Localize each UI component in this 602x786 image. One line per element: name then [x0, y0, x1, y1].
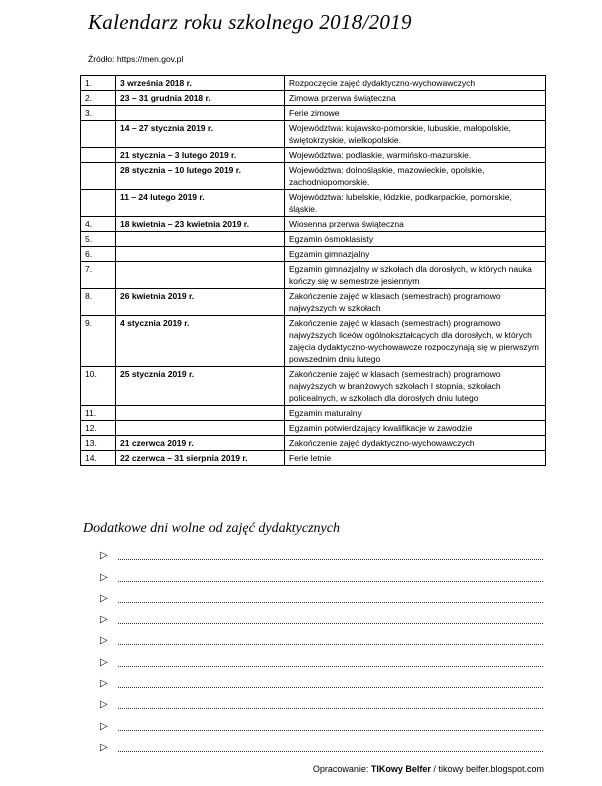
footer-credit	[313, 764, 544, 774]
row-number: 8.	[81, 289, 116, 316]
row-number: 11.	[81, 406, 116, 421]
dotted-fill-line	[118, 743, 543, 752]
dotted-fill-line	[118, 679, 543, 688]
section-subtitle: Dodatkowe dni wolne od zajęć dydaktycznych	[83, 521, 340, 536]
row-number: 4.	[81, 217, 116, 232]
table-row	[81, 451, 546, 466]
row-date: 21 stycznia – 3 lutego 2019 r.	[116, 148, 285, 163]
row-description: Województwa: podlaskie, warmińsko-mazurskie.	[285, 148, 546, 163]
table-row	[81, 163, 546, 190]
bullet-line	[100, 647, 543, 668]
row-number	[81, 190, 116, 217]
footer-sep: /	[430, 764, 439, 774]
table-row	[81, 76, 546, 91]
triangle-bullet-icon: ▷	[100, 635, 108, 647]
table-row	[81, 121, 546, 148]
row-date: 25 stycznia 2019 r.	[116, 367, 285, 406]
bullet-line	[100, 669, 543, 690]
row-number: 10.	[81, 367, 116, 406]
row-date: 18 kwietnia – 23 kwietnia 2019 r.	[116, 217, 285, 232]
page-title: Kalendarz roku szkolnego 2018/2019	[88, 10, 412, 34]
table-row	[81, 367, 546, 406]
row-number: 9.	[81, 316, 116, 367]
table-row	[81, 406, 546, 421]
dotted-fill-line	[118, 594, 543, 603]
triangle-bullet-icon: ▷	[100, 741, 108, 753]
row-description: Województwa: dolnośląskie, mazowieckie, opolskie, zachodniopomorskie.	[285, 163, 546, 190]
table-row	[81, 232, 546, 247]
row-date: 3 września 2018 r.	[116, 76, 285, 91]
row-description: Zimowa przerwa świąteczna	[285, 91, 546, 106]
triangle-bullet-icon: ▷	[100, 720, 108, 732]
table-row	[81, 421, 546, 436]
row-number: 2.	[81, 91, 116, 106]
row-description: Egzamin ósmoklasisty	[285, 232, 546, 247]
row-description: Wiosenna przerwa świąteczna	[285, 217, 546, 232]
table-row	[81, 91, 546, 106]
row-number: 12.	[81, 421, 116, 436]
row-number	[81, 121, 116, 148]
row-number: 3.	[81, 106, 116, 121]
row-description: Województwa: kujawsko-pomorskie, lubuskie, małopolskie, świętokrzyskie, wielkopolskie.	[285, 121, 546, 148]
bullet-line	[100, 626, 543, 647]
row-description: Egzamin gimnazjalny w szkołach dla dorosłych, w których nauka kończy się w semestrze jesiennym	[285, 262, 546, 289]
table-row	[81, 217, 546, 232]
triangle-bullet-icon: ▷	[100, 656, 108, 668]
free-days-list	[100, 541, 543, 754]
triangle-bullet-icon: ▷	[100, 699, 108, 711]
bullet-line	[100, 733, 543, 754]
row-date	[116, 406, 285, 421]
dotted-fill-line	[118, 722, 543, 731]
dotted-fill-line	[118, 615, 543, 624]
table-row	[81, 148, 546, 163]
table-row	[81, 106, 546, 121]
dotted-fill-line	[118, 658, 543, 667]
row-number	[81, 163, 116, 190]
bullet-line	[100, 584, 543, 605]
row-number: 5.	[81, 232, 116, 247]
row-description: Ferie zimowe	[285, 106, 546, 121]
row-description: Rozpoczęcie zajęć dydaktyczno-wychowawczych	[285, 76, 546, 91]
row-description: Egzamin gimnazjalny	[285, 247, 546, 262]
triangle-bullet-icon: ▷	[100, 550, 108, 562]
row-number	[81, 148, 116, 163]
row-date: 23 – 31 grudnia 2018 r.	[116, 91, 285, 106]
row-date: 4 stycznia 2019 r.	[116, 316, 285, 367]
row-description: Zakończenie zajęć w klasach (semestrach) programowo najwyższych w szkołach	[285, 289, 546, 316]
row-date: 21 czerwca 2019 r.	[116, 436, 285, 451]
row-date: 11 – 24 lutego 2019 r.	[116, 190, 285, 217]
table-row	[81, 262, 546, 289]
calendar-table	[80, 75, 546, 466]
footer-prefix: Opracowanie:	[312, 764, 371, 774]
bullet-line	[100, 605, 543, 626]
dotted-fill-line	[118, 700, 543, 709]
row-number: 6.	[81, 247, 116, 262]
table-row	[81, 316, 546, 367]
row-date	[116, 247, 285, 262]
row-description: Egzamin potwierdzający kwalifikacje w zawodzie	[285, 421, 546, 436]
bullet-line	[100, 690, 543, 711]
bullet-line	[100, 562, 543, 583]
dotted-fill-line	[118, 573, 543, 582]
row-description: Zakończenie zajęć w klasach (semestrach) programowo najwyższych liceów ogólnokształcących dla dorosłych, w których zajęcia dydaktyczno-wychowawcze rozpoczynają się w pierwszym powszednim dniu lutego	[285, 316, 546, 367]
bullet-line	[100, 541, 543, 562]
row-date: 26 kwietnia 2019 r.	[116, 289, 285, 316]
row-date	[116, 232, 285, 247]
row-date	[116, 106, 285, 121]
triangle-bullet-icon: ▷	[100, 571, 108, 583]
row-description: Egzamin maturalny	[285, 406, 546, 421]
table-row	[81, 289, 546, 316]
triangle-bullet-icon: ▷	[100, 678, 108, 690]
row-number: 14.	[81, 451, 116, 466]
triangle-bullet-icon: ▷	[100, 614, 108, 626]
bullet-line	[100, 711, 543, 732]
table-row	[81, 436, 546, 451]
triangle-bullet-icon: ▷	[100, 592, 108, 604]
row-date: 14 – 27 stycznia 2019 r.	[116, 121, 285, 148]
row-date	[116, 262, 285, 289]
row-description: Województwa: lubelskie, łódzkie, podkarpackie, pomorskie, śląskie.	[285, 190, 546, 217]
footer-site: tikowy belfer.blogspot.com	[438, 764, 544, 774]
dotted-fill-line	[118, 551, 543, 560]
row-number: 13.	[81, 436, 116, 451]
source-line: Źródło: https://men.gov.pl	[88, 54, 184, 64]
row-number: 7.	[81, 262, 116, 289]
row-description: Ferie letnie	[285, 451, 546, 466]
row-date	[116, 421, 285, 436]
row-description: Zakończenie zajęć w klasach (semestrach) programowo najwyższych w branżowych szkołach I stopnia, szkołach policealnych, w szkołach dla dorosłych dniu lutego	[285, 367, 546, 406]
table-row	[81, 247, 546, 262]
row-number: 1.	[81, 76, 116, 91]
row-date: 28 stycznia – 10 lutego 2019 r.	[116, 163, 285, 190]
table-row	[81, 190, 546, 217]
row-description: Zakończenie zajęć dydaktyczno-wychowawczych	[285, 436, 546, 451]
row-date: 22 czerwca – 31 sierpnia 2019 r.	[116, 451, 285, 466]
footer-author: TIKowy Belfer	[370, 764, 431, 774]
dotted-fill-line	[118, 636, 543, 645]
